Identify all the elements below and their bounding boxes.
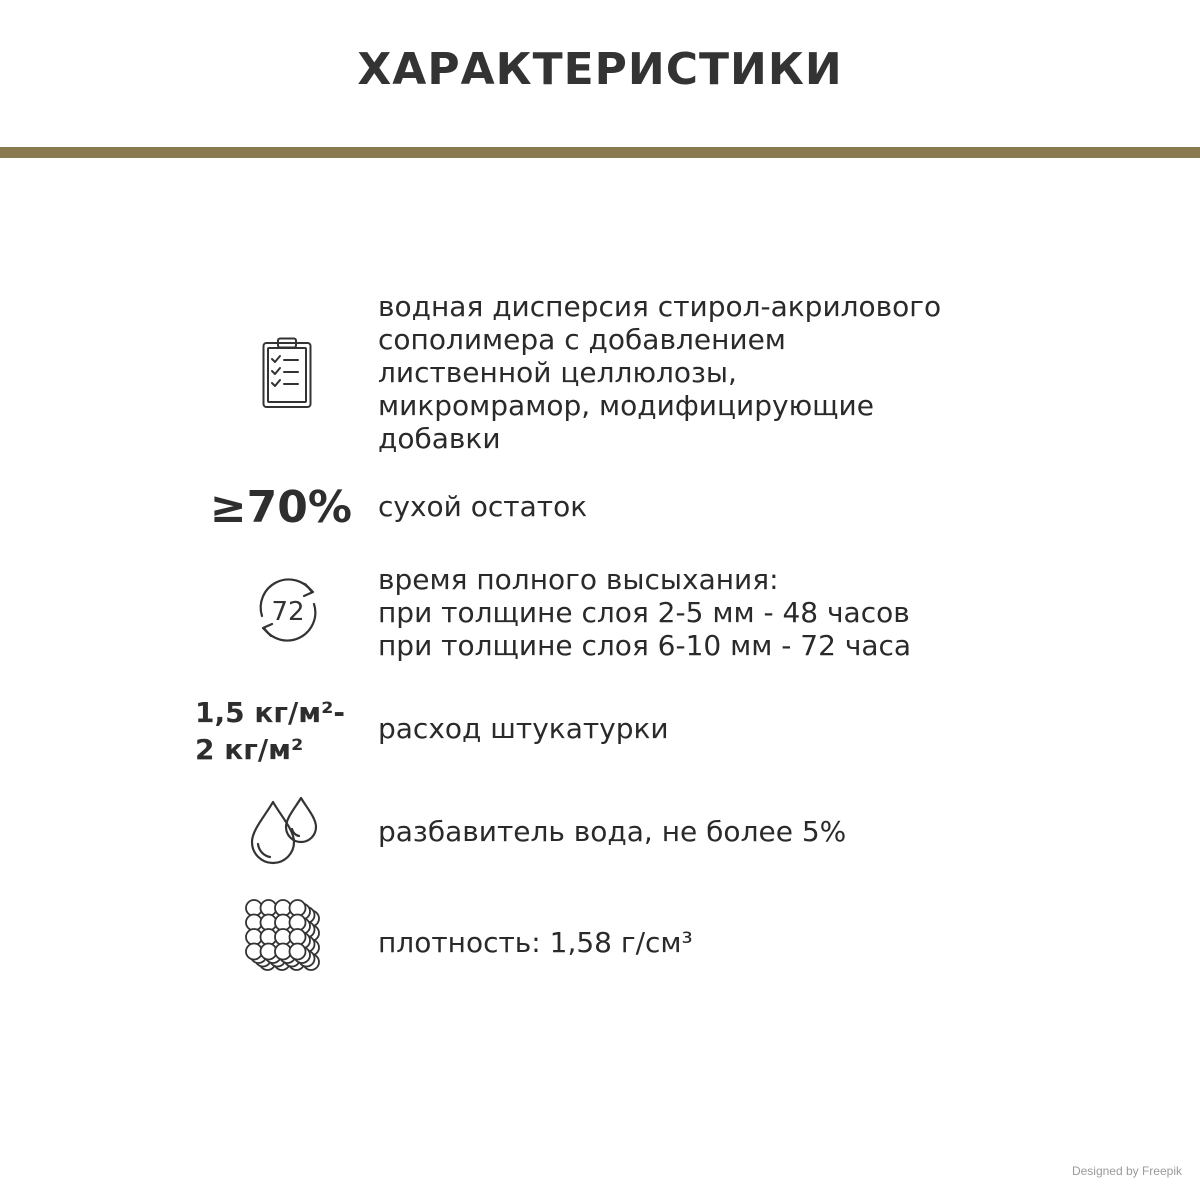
spec-line: лиственной целлюлозы, — [378, 356, 737, 389]
spec-line: время полного высыхания: — [378, 563, 779, 596]
spec-text-drying-time — [378, 563, 1178, 662]
dry-residue-badge: ≥70% — [209, 482, 352, 533]
spec-line: водная дисперсия стирол-акрилового — [378, 290, 942, 323]
consumption-line: 1,5 кг/м²- — [195, 696, 345, 729]
spec-text-density — [378, 926, 1178, 959]
spec-text-thinner — [378, 815, 1178, 848]
consumption-line: 2 кг/м² — [195, 733, 304, 766]
consumption-badge — [195, 694, 345, 768]
clipboard-checklist-icon — [262, 337, 312, 409]
drying-cycle-icon — [250, 572, 326, 648]
density-spheres-icon — [244, 898, 330, 980]
spec-line: расход штукатурки — [378, 712, 669, 745]
water-drops-icon — [246, 794, 324, 866]
spec-line: микромрамор, модифицирующие — [378, 389, 874, 422]
sphere — [290, 944, 306, 960]
spec-line: при толщине слоя 6-10 мм - 72 часа — [378, 629, 912, 662]
spec-text-composition — [378, 290, 1178, 455]
spec-line: при толщине слоя 2-5 мм - 48 часов — [378, 596, 910, 629]
spec-line: разбавитель вода, не более 5% — [378, 815, 847, 848]
sphere — [290, 915, 306, 931]
spec-line: сополимера с добавлением — [378, 323, 786, 356]
spec-text-consumption — [378, 712, 1178, 745]
drying-cycle-label: 72 — [271, 597, 305, 627]
spec-line: плотность: 1,58 г/см³ — [378, 926, 693, 959]
header-divider — [0, 147, 1200, 158]
page-title: ХАРАКТЕРИСТИКИ — [357, 44, 843, 95]
spec-line: сухой остаток — [378, 490, 588, 523]
sphere — [290, 929, 306, 945]
spec-line: добавки — [378, 422, 501, 455]
spec-text-dry-residue — [378, 490, 1178, 523]
sphere — [290, 900, 306, 916]
footer-credit: Designed by Freepik — [1071, 1164, 1182, 1178]
